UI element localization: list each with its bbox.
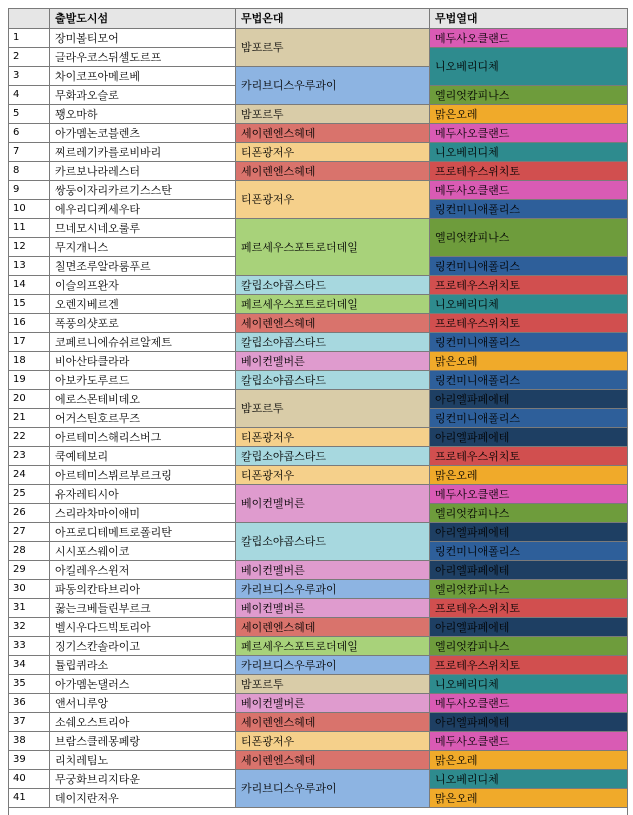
row-number[interactable]: 14 [8, 275, 50, 295]
row-number[interactable]: 30 [8, 579, 50, 599]
temperate-zone-cell[interactable]: 세이렌엔스헤데 [235, 750, 430, 770]
row-number[interactable]: 38 [8, 731, 50, 751]
row-number[interactable]: 40 [8, 769, 50, 789]
temperate-zone-cell[interactable]: 칼립소야콥스타드 [235, 370, 430, 390]
tropical-zone-cell[interactable]: 메두사오클랜드 [429, 123, 628, 143]
tropical-zone-cell[interactable]: 링컨미니애폴리스 [429, 199, 628, 219]
tropical-zone-cell[interactable]: 맑은오레 [429, 351, 628, 371]
row-number[interactable]: 11 [8, 218, 50, 238]
row-number[interactable]: 15 [8, 294, 50, 314]
departure-city-cell[interactable]: 코페르니에슈쉬르알제트 [49, 332, 236, 352]
tropical-zone-cell[interactable]: 프로테우스위치토 [429, 446, 628, 466]
tropical-zone-cell[interactable]: 맑은오레 [429, 750, 628, 770]
row-number[interactable]: 36 [8, 693, 50, 713]
header-lawless-temperate[interactable]: 무법온대 [235, 8, 430, 29]
departure-city-cell[interactable]: 튤립퀴라소 [49, 655, 236, 675]
row-number[interactable]: 31 [8, 598, 50, 618]
temperate-zone-cell[interactable]: 티폰광저우 [235, 427, 430, 447]
departure-city-cell[interactable]: 칠면조루알라룸푸르 [49, 256, 236, 276]
row-number[interactable]: 7 [8, 142, 50, 162]
row-number[interactable]: 1 [8, 28, 50, 48]
row-number[interactable]: 9 [8, 180, 50, 200]
temperate-zone-cell[interactable]: 베이컨멜버른 [235, 693, 430, 713]
row-number[interactable]: 27 [8, 522, 50, 542]
tropical-zone-cell[interactable]: 메두사오클랜드 [429, 28, 628, 48]
temperate-zone-cell[interactable]: 카리브디스우루과이 [235, 579, 430, 599]
row-number[interactable]: 33 [8, 636, 50, 656]
tropical-zone-cell[interactable]: 니오베리디체 [429, 294, 628, 314]
tropical-zone-cell[interactable]: 아리엘파페에테 [429, 389, 628, 409]
row-number[interactable]: 22 [8, 427, 50, 447]
tropical-zone-cell[interactable]: 아리엘파페에테 [429, 427, 628, 447]
tropical-zone-cell[interactable]: 링컨미니애폴리스 [429, 370, 628, 390]
row-number[interactable]: 5 [8, 104, 50, 124]
tropical-zone-cell[interactable]: 아리엘파페에테 [429, 712, 628, 732]
departure-city-cell[interactable]: 비아산타클라라 [49, 351, 236, 371]
departure-city-cell[interactable]: 아프로디테메트로폴리탄 [49, 522, 236, 542]
tropical-zone-cell[interactable]: 프로테우스위치토 [429, 275, 628, 295]
row-number[interactable]: 4 [8, 85, 50, 105]
departure-city-cell[interactable]: 아킬레우스윈저 [49, 560, 236, 580]
departure-city-cell[interactable]: 므네모시네오룰루 [49, 218, 236, 238]
departure-city-cell[interactable]: 쿡예테보리 [49, 446, 236, 466]
row-number[interactable]: 13 [8, 256, 50, 276]
departure-city-cell[interactable]: 유자레티시아 [49, 484, 236, 504]
tropical-zone-cell[interactable]: 프로테우스위치토 [429, 161, 628, 181]
row-number[interactable]: 2 [8, 47, 50, 67]
row-number[interactable]: 26 [8, 503, 50, 523]
temperate-zone-cell[interactable]: 세이렌엔스헤데 [235, 712, 430, 732]
tropical-zone-cell[interactable]: 니오베리디체 [429, 674, 628, 694]
departure-city-cell[interactable]: 징기스칸솔라이고 [49, 636, 236, 656]
departure-city-cell[interactable]: 꿇는크베들린부르크 [49, 598, 236, 618]
departure-city-cell[interactable]: 찌르레기카를로비바리 [49, 142, 236, 162]
temperate-zone-cell[interactable]: 밤포르투 [235, 389, 430, 428]
tropical-zone-cell[interactable]: 프로테우스위치토 [429, 598, 628, 618]
departure-city-cell[interactable]: 이슬의프완자 [49, 275, 236, 295]
departure-city-cell[interactable]: 꽹오마하 [49, 104, 236, 124]
temperate-zone-cell[interactable]: 칼립소야콥스타드 [235, 275, 430, 295]
temperate-zone-cell[interactable]: 카리브디스우루과이 [235, 655, 430, 675]
departure-city-cell[interactable]: 아가멤논코블렌츠 [49, 123, 236, 143]
tropical-zone-cell[interactable]: 엘리엇캄피나스 [429, 218, 628, 257]
departure-city-cell[interactable]: 시시포스웨이코 [49, 541, 236, 561]
departure-city-cell[interactable]: 오렌지베르겐 [49, 294, 236, 314]
header-departure-city[interactable]: 출발도시섬 [49, 8, 236, 29]
temperate-zone-cell[interactable]: 티폰광저우 [235, 731, 430, 751]
row-number[interactable]: 37 [8, 712, 50, 732]
tropical-zone-cell[interactable]: 엘리엇캄피나스 [429, 85, 628, 105]
row-number[interactable]: 25 [8, 484, 50, 504]
header-blank-cell[interactable] [8, 8, 50, 29]
tropical-zone-cell[interactable]: 아리엘파페에테 [429, 560, 628, 580]
temperate-zone-cell[interactable]: 밤포르투 [235, 104, 430, 124]
row-number[interactable]: 10 [8, 199, 50, 219]
tropical-zone-cell[interactable]: 엘리엇캄피나스 [429, 579, 628, 599]
departure-city-cell[interactable]: 아보카도루르드 [49, 370, 236, 390]
temperate-zone-cell[interactable]: 카리브디스우루과이 [235, 769, 430, 808]
departure-city-cell[interactable]: 글라우코스뒤셀도르프 [49, 47, 236, 67]
tropical-zone-cell[interactable]: 프로테우스위치토 [429, 313, 628, 333]
departure-city-cell[interactable]: 에로스몬테비데오 [49, 389, 236, 409]
departure-city-cell[interactable]: 카르보나라레스터 [49, 161, 236, 181]
departure-city-cell[interactable]: 무화과오슬로 [49, 85, 236, 105]
temperate-zone-cell[interactable]: 페르세우스포트로더데일 [235, 636, 430, 656]
tropical-zone-cell[interactable]: 프로테우스위치토 [429, 655, 628, 675]
temperate-zone-cell[interactable]: 카리브디스우루과이 [235, 66, 430, 105]
row-number[interactable]: 8 [8, 161, 50, 181]
departure-city-cell[interactable]: 무지개니스 [49, 237, 236, 257]
departure-city-cell[interactable]: 쌍둥이자리카르기스스탄 [49, 180, 236, 200]
tropical-zone-cell[interactable]: 링컨미니애폴리스 [429, 332, 628, 352]
row-number[interactable]: 39 [8, 750, 50, 770]
tropical-zone-cell[interactable]: 맑은오레 [429, 788, 628, 808]
tropical-zone-cell[interactable]: 맑은오레 [429, 104, 628, 124]
tropical-zone-cell[interactable]: 아리엘파페에테 [429, 617, 628, 637]
row-number[interactable]: 29 [8, 560, 50, 580]
tropical-zone-cell[interactable]: 아리엘파페에테 [429, 522, 628, 542]
departure-city-cell[interactable]: 에우리디케세우타 [49, 199, 236, 219]
tropical-zone-cell[interactable]: 링컨미니애폴리스 [429, 408, 628, 428]
temperate-zone-cell[interactable]: 세이렌엔스헤데 [235, 617, 430, 637]
trailing-empty-row [8, 807, 628, 815]
tropical-zone-cell[interactable]: 메두사오클랜드 [429, 180, 628, 200]
temperate-zone-cell[interactable]: 세이렌엔스헤데 [235, 313, 430, 333]
temperate-zone-cell[interactable]: 페르세우스포트로더데일 [235, 294, 430, 314]
temperate-zone-cell[interactable]: 칼립소야콥스타드 [235, 446, 430, 466]
temperate-zone-cell[interactable]: 베이컨멜버른 [235, 351, 430, 371]
row-number[interactable]: 32 [8, 617, 50, 637]
tropical-zone-cell[interactable]: 메두사오클랜드 [429, 731, 628, 751]
departure-city-cell[interactable]: 스리라차마이애미 [49, 503, 236, 523]
temperate-zone-cell[interactable]: 칼립소야콥스타드 [235, 332, 430, 352]
departure-city-cell[interactable]: 앤서니루앙 [49, 693, 236, 713]
row-number[interactable]: 20 [8, 389, 50, 409]
departure-city-cell[interactable]: 리치레팀노 [49, 750, 236, 770]
temperate-zone-cell[interactable]: 티폰광저우 [235, 465, 430, 485]
temperate-zone-cell[interactable]: 세이렌엔스헤데 [235, 123, 430, 143]
departure-city-cell[interactable]: 아르테미스뷔르부르크링 [49, 465, 236, 485]
temperate-zone-cell[interactable]: 베이컨멜버른 [235, 560, 430, 580]
row-number[interactable]: 18 [8, 351, 50, 371]
tropical-zone-cell[interactable]: 링컨미니애폴리스 [429, 256, 628, 276]
departure-city-cell[interactable]: 폭풍의샷포로 [49, 313, 236, 333]
temperate-zone-cell[interactable]: 페르세우스포트로더데일 [235, 218, 430, 276]
row-number[interactable]: 23 [8, 446, 50, 466]
temperate-zone-cell[interactable]: 밤포르투 [235, 674, 430, 694]
departure-city-cell[interactable]: 소쉐오스트리아 [49, 712, 236, 732]
row-number[interactable]: 24 [8, 465, 50, 485]
header-lawless-tropical[interactable]: 무법열대 [429, 8, 628, 29]
departure-city-cell[interactable]: 벨시우다드빅토리아 [49, 617, 236, 637]
row-number[interactable]: 35 [8, 674, 50, 694]
row-number[interactable]: 28 [8, 541, 50, 561]
departure-city-cell[interactable]: 장미볼티모어 [49, 28, 236, 48]
departure-city-cell[interactable]: 어거스틴호르무즈 [49, 408, 236, 428]
tropical-zone-cell[interactable]: 니오베리디체 [429, 142, 628, 162]
departure-city-cell[interactable]: 차이코프아메르베 [49, 66, 236, 86]
departure-city-cell[interactable]: 브람스클레몽페랑 [49, 731, 236, 751]
temperate-zone-cell[interactable]: 밤포르투 [235, 28, 430, 67]
departure-city-cell[interactable]: 무궁화브리지타운 [49, 769, 236, 789]
departure-city-cell[interactable]: 데이지란저우 [49, 788, 236, 808]
tropical-zone-cell[interactable]: 엘리엇캄피나스 [429, 636, 628, 656]
departure-city-cell[interactable]: 아가멤논댈러스 [49, 674, 236, 694]
row-number[interactable]: 34 [8, 655, 50, 675]
row-number[interactable]: 19 [8, 370, 50, 390]
tropical-zone-cell[interactable]: 니오베리디체 [429, 47, 628, 86]
tropical-zone-cell[interactable]: 니오베리디체 [429, 769, 628, 789]
row-number[interactable]: 17 [8, 332, 50, 352]
tropical-zone-cell[interactable]: 엘리엇캄피나스 [429, 503, 628, 523]
row-number[interactable]: 16 [8, 313, 50, 333]
tropical-zone-cell[interactable]: 메두사오클랜드 [429, 484, 628, 504]
row-number[interactable]: 6 [8, 123, 50, 143]
temperate-zone-cell[interactable]: 베이컨멜버른 [235, 598, 430, 618]
tropical-zone-cell[interactable]: 링컨미니애폴리스 [429, 541, 628, 561]
row-number[interactable]: 12 [8, 237, 50, 257]
tropical-zone-cell[interactable]: 맑은오레 [429, 465, 628, 485]
departure-city-cell[interactable]: 아르테미스해리스버그 [49, 427, 236, 447]
temperate-zone-cell[interactable]: 티폰광저우 [235, 142, 430, 162]
tropical-zone-cell[interactable]: 메두사오클랜드 [429, 693, 628, 713]
temperate-zone-cell[interactable]: 티폰광저우 [235, 180, 430, 219]
row-number[interactable]: 41 [8, 788, 50, 808]
departure-city-cell[interactable]: 파동의칸타브리아 [49, 579, 236, 599]
temperate-zone-cell[interactable]: 베이컨멜버른 [235, 484, 430, 523]
row-number[interactable]: 3 [8, 66, 50, 86]
row-number[interactable]: 21 [8, 408, 50, 428]
temperate-zone-cell[interactable]: 세이렌엔스헤데 [235, 161, 430, 181]
temperate-zone-cell[interactable]: 칼립소야콥스타드 [235, 522, 430, 561]
